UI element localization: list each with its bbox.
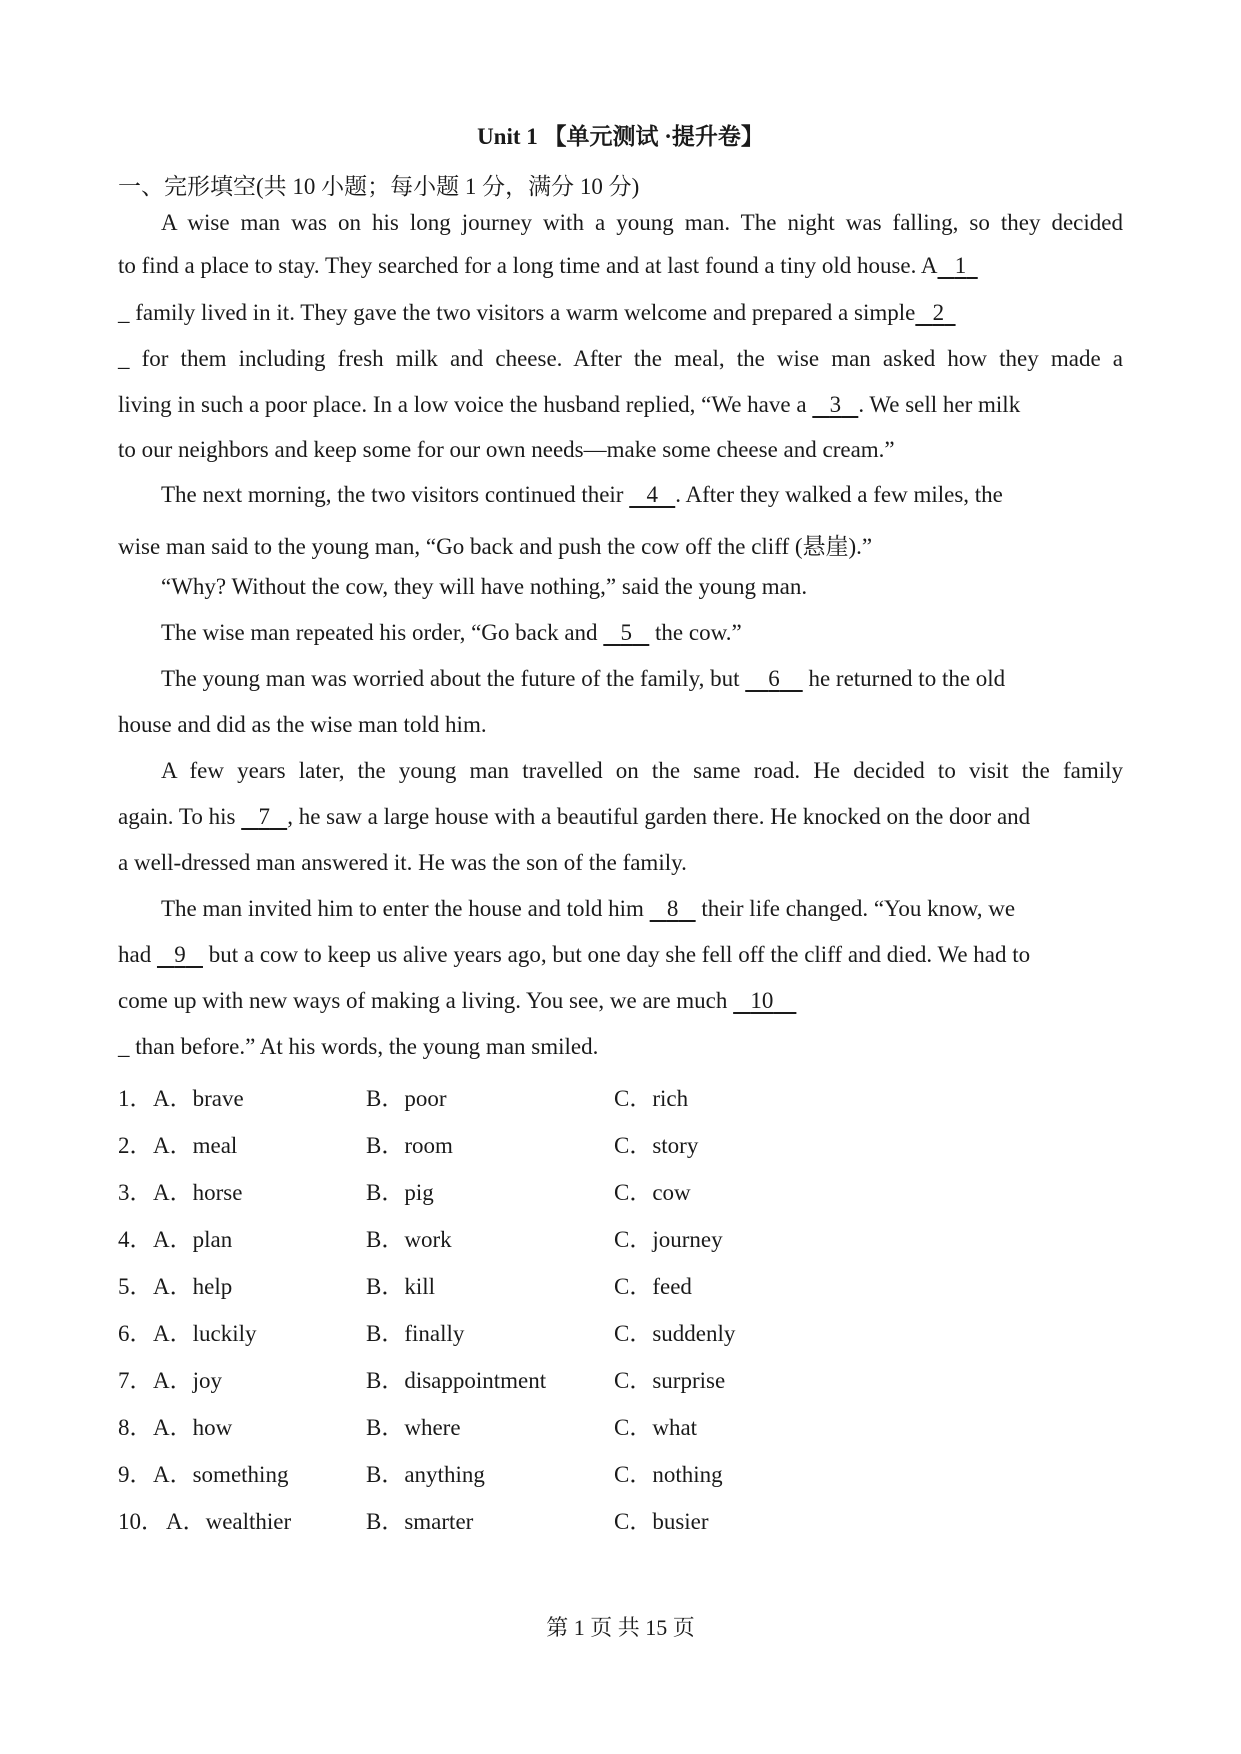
option-c: C．suddenly xyxy=(614,1321,736,1346)
option-number: 8． xyxy=(118,1415,153,1440)
option-a: A．meal xyxy=(153,1133,238,1158)
passage-line: wise man said to the young man, “Go back and push the cow off the cliff (悬崖).” xyxy=(118,534,873,559)
passage-line: The wise man repeated his order, “Go back and 5 the cow.” xyxy=(161,620,742,645)
option-c: C．story xyxy=(614,1133,699,1158)
blank-7: 7 xyxy=(258,804,270,829)
passage-line: house and did as the wise man told him. xyxy=(118,712,487,737)
passage-line: The next morning, the two visitors continued their 4 . After they walked a few miles, the xyxy=(161,482,1003,507)
passage-line: The young man was worried about the future of the family, but 6 he returned to the old xyxy=(161,666,1006,691)
blank-8: 8 xyxy=(666,896,679,921)
option-number: 2． xyxy=(118,1133,153,1158)
option-a: A．something xyxy=(153,1462,289,1487)
option-number: 7． xyxy=(118,1368,153,1393)
option-number: 6． xyxy=(118,1321,153,1346)
passage-line: had 9 but a cow to keep us alive years ago, but one day she fell off the cliff and died. We had to xyxy=(118,942,1031,967)
passage-line: again. To his 7 , he saw a large house with a beautiful garden there. He knocked on the door and xyxy=(118,804,1031,829)
option-a: A．brave xyxy=(153,1086,244,1111)
option-c: C．feed xyxy=(614,1274,692,1299)
blank-2: 2 xyxy=(932,300,945,325)
page-footer: 第 1 页 共 15 页 xyxy=(546,1615,695,1640)
option-number: 4． xyxy=(118,1227,153,1252)
option-c: C．what xyxy=(614,1415,698,1440)
option-number: 1． xyxy=(118,1086,153,1111)
option-b: B．kill xyxy=(366,1274,436,1299)
blank-1: 1 xyxy=(954,253,967,278)
option-c: C．nothing xyxy=(614,1462,723,1487)
option-b: B．poor xyxy=(366,1086,447,1111)
blank-10: 10 xyxy=(750,988,774,1013)
option-c: C．busier xyxy=(614,1509,709,1534)
option-b: B．smarter xyxy=(366,1509,474,1534)
option-b: B．pig xyxy=(366,1180,434,1205)
option-a: A．joy xyxy=(153,1368,222,1393)
option-b: B．finally xyxy=(366,1321,465,1346)
option-b: B．disappointment xyxy=(366,1368,547,1393)
option-number: 9． xyxy=(118,1462,153,1487)
passage-line: living in such a poor place. In a low voice the husband replied, “We have a 3 . We sell her milk xyxy=(118,392,1021,417)
option-a: A．luckily xyxy=(153,1321,257,1346)
passage-line: “Why? Without the cow, they will have nothing,” said the young man. xyxy=(161,574,808,599)
option-c: C．journey xyxy=(614,1227,723,1252)
option-a: A．how xyxy=(153,1415,233,1440)
option-number: 5． xyxy=(118,1274,153,1299)
blank-4: 4 xyxy=(646,482,658,507)
option-a: A．wealthier xyxy=(166,1509,292,1534)
passage-line: _ family lived in it. They gave the two visitors a warm welcome and prepared a simple 2 xyxy=(118,300,956,326)
blank-9: 9 xyxy=(174,942,186,967)
blank-6: 6 xyxy=(768,666,780,691)
option-b: B．room xyxy=(366,1133,453,1158)
passage-line: A wise man was on his long journey with a young man. The night was falling, so they decided xyxy=(161,210,1123,235)
option-a: A．help xyxy=(153,1274,233,1299)
blank-3: 3 xyxy=(829,392,842,417)
section-heading: 一、完形填空(共 10 小题；每小题 1 分，满分 10 分) xyxy=(118,174,640,199)
option-number: 3． xyxy=(118,1180,153,1205)
option-c: C．cow xyxy=(614,1180,691,1205)
page-title: Unit 1 【单元测试 ·提升卷】 xyxy=(477,124,764,149)
option-a: A．plan xyxy=(153,1227,233,1252)
passage-line: _ than before.” At his words, the young man smiled. xyxy=(118,1034,599,1059)
blank-5: 5 xyxy=(620,620,633,645)
passage-line: to find a place to stay. They searched for a long time and at last found a tiny old house. A 1 xyxy=(118,253,978,279)
passage-line: to our neighbors and keep some for our own needs—make some cheese and cream.” xyxy=(118,437,895,462)
option-b: B．work xyxy=(366,1227,452,1252)
option-c: C．rich xyxy=(614,1086,689,1111)
option-c: C．surprise xyxy=(614,1368,726,1393)
passage-line: The man invited him to enter the house and told him 8 their life changed. “You know, we xyxy=(161,896,1016,921)
passage-line: come up with new ways of making a living. You see, we are much 10 xyxy=(118,988,796,1014)
passage-line: A few years later, the young man travelled on the same road. He decided to visit the family xyxy=(161,758,1123,783)
option-number: 10． xyxy=(118,1509,164,1534)
passage-line: _ for them including fresh milk and cheese. After the meal, the wise man asked how they made a xyxy=(118,346,1123,371)
option-b: B．anything xyxy=(366,1462,485,1487)
option-a: A．horse xyxy=(153,1180,243,1205)
passage-line: a well-dressed man answered it. He was the son of the family. xyxy=(118,850,687,875)
option-b: B．where xyxy=(366,1415,461,1440)
